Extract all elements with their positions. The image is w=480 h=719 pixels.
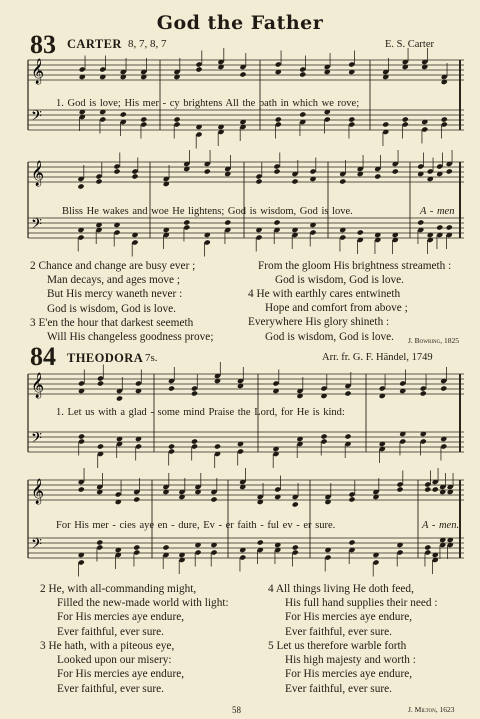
stanza-line: Ever faithful, ever sure. — [285, 682, 392, 695]
stanza-line: For His mercies aye endure, — [285, 611, 413, 624]
stanza — [268, 639, 416, 696]
stanza-line: Hope and comfort from above ; — [265, 302, 408, 315]
note-head — [210, 496, 217, 502]
stanza-line: 3 E'en the hour that darkest seemeth — [30, 317, 194, 329]
note-head — [396, 486, 403, 492]
note-head — [224, 219, 231, 225]
note-head — [392, 168, 399, 174]
note-head — [116, 395, 123, 401]
note-head — [446, 168, 453, 174]
bass-clef-icon: 𝄢 — [31, 536, 42, 556]
page-title: God the Father — [156, 12, 324, 34]
note-head — [78, 486, 85, 492]
note-head — [120, 111, 127, 117]
note-head — [97, 443, 104, 449]
stanza-line: Will His changeless goodness prove; — [47, 331, 214, 344]
note-head — [291, 178, 298, 184]
note-head — [273, 219, 280, 225]
treble-clef-icon: 𝄞 — [31, 161, 45, 186]
music-staff-system — [28, 58, 464, 132]
stanza-line: Ever faithful, ever sure. — [285, 625, 392, 638]
lyric-line: 1. Let us with a glad - some mind Praise the Lord, for He is kind: — [56, 407, 345, 418]
note-head — [183, 219, 190, 225]
note-head — [273, 168, 280, 174]
note-head — [348, 496, 355, 502]
note-head — [344, 390, 351, 396]
note-head — [195, 66, 202, 72]
bass-clef-icon: 𝄢 — [31, 216, 42, 236]
author-credit: J. Milton, 1623 — [408, 705, 455, 714]
lyric-line: Bliss He wakes and woe He lightens; God is wisdom, God is love. — [62, 206, 353, 217]
note-head — [402, 116, 409, 122]
stanza-line: His full hand supplies their need : — [285, 597, 438, 610]
stanza — [40, 639, 184, 696]
note-head — [441, 116, 448, 122]
note-head — [292, 544, 299, 550]
page-number: 58 — [232, 705, 241, 715]
hymn-number: 84 — [30, 342, 56, 371]
note-head — [339, 178, 346, 184]
stanza-line: For His mercies aye endure, — [57, 668, 185, 681]
meter: 8, 7, 8, 7 — [128, 38, 167, 50]
note-head — [168, 385, 175, 391]
note-head — [255, 178, 262, 184]
lyric-line: 1. God is love; His mer - cy brightens All the path in which we rove; — [56, 98, 360, 109]
stanza — [30, 259, 195, 316]
note-head — [133, 496, 140, 502]
tune-name: THEODORA — [67, 351, 144, 365]
stanza-line: For His mercies aye endure, — [285, 668, 413, 681]
treble-clef-icon: 𝄞 — [31, 373, 45, 398]
stanza — [268, 582, 437, 639]
note-head — [417, 219, 424, 225]
note-head — [292, 501, 299, 507]
stanza — [258, 259, 451, 287]
stanza-line: 4 He with earthly cares entwineth — [248, 288, 401, 300]
stanza-line: 5 Let us therefore warble forth — [268, 640, 407, 652]
meter: 7s. — [145, 352, 158, 364]
note-head — [348, 116, 355, 122]
note-head — [320, 433, 327, 439]
note-head — [173, 116, 180, 122]
note-head — [374, 173, 381, 179]
stanza-line: For His mercies aye endure, — [57, 611, 185, 624]
stanza-line: Everywhere His glory shineth : — [248, 316, 390, 329]
note-head — [348, 539, 355, 545]
note-head — [113, 168, 120, 174]
note-head — [168, 443, 175, 449]
note-head — [436, 224, 443, 230]
note-head — [96, 539, 103, 545]
note-head — [191, 438, 198, 444]
stanza-line: Ever faithful, ever sure. — [57, 625, 164, 638]
treble-clef-icon: 𝄞 — [31, 479, 45, 504]
note-head — [344, 433, 351, 439]
stanza-line: Filled the new-made world with light: — [57, 597, 229, 610]
note-head — [140, 116, 147, 122]
note-head — [214, 443, 221, 449]
note-head — [131, 173, 138, 179]
note-head — [432, 486, 439, 492]
stanza-line: Ever faithful, ever sure. — [57, 682, 164, 695]
note-head — [77, 183, 84, 189]
stanza — [30, 316, 213, 344]
note-head — [424, 544, 431, 550]
stanza-line: God is wisdom, God is love. — [47, 302, 176, 315]
stanza-line: His high majesty and worth : — [285, 654, 416, 667]
stanza-line: But His mercy waneth never : — [47, 288, 183, 301]
note-head — [95, 178, 102, 184]
note-head — [257, 539, 264, 545]
note-head — [133, 544, 140, 550]
stanza-line: God is wisdom, God is love. — [275, 274, 404, 287]
tune-name: CARTER — [67, 37, 122, 51]
amen-text: A - men. — [422, 520, 460, 531]
composer-credit: Arr. fr. G. F. Händel, 1749 — [322, 352, 433, 363]
note-head — [239, 71, 246, 77]
note-head — [191, 390, 198, 396]
stanza-line: God is wisdom, God is love. — [265, 330, 394, 343]
composer-credit: E. S. Carter — [385, 39, 434, 50]
stanza-line: Man decays, and ages move ; — [47, 274, 181, 287]
stanza-line: 2 Chance and change are busy ever ; — [30, 260, 196, 272]
stanza-line: Looked upon our misery: — [57, 654, 172, 667]
note-head — [78, 433, 85, 439]
hymn-number: 83 — [30, 30, 56, 59]
note-head — [446, 224, 453, 230]
stanza — [40, 582, 229, 639]
treble-clef-icon: 𝄞 — [31, 59, 45, 84]
stanza-line: From the gloom His brightness streameth : — [258, 260, 452, 272]
note-head — [357, 229, 364, 235]
note-head — [299, 71, 306, 77]
note-head — [275, 116, 282, 122]
note-head — [162, 544, 169, 550]
note-head — [299, 111, 306, 117]
note-head — [97, 380, 104, 386]
note-head — [424, 486, 431, 492]
bass-clef-icon: 𝄢 — [31, 108, 42, 128]
stanza-line: 4 All things living He doth feed, — [268, 583, 414, 595]
stanza — [248, 287, 408, 344]
bass-clef-icon: 𝄢 — [31, 430, 42, 450]
author-credit: J. Bowring, 1825 — [408, 336, 459, 345]
note-head — [440, 385, 447, 391]
note-head — [420, 390, 427, 396]
note-head — [382, 121, 389, 127]
lyric-line: For His mer - cies aye en - dure, Ev - er faith - ful ev - er sure. — [56, 520, 336, 531]
note-head — [204, 168, 211, 174]
stanza-line: 2 He, with all-commanding might, — [40, 583, 197, 595]
stanza-line: 3 He hath, with a piteous eye, — [40, 640, 175, 652]
music-staff-system — [28, 372, 464, 482]
amen-text: A - men — [420, 206, 455, 217]
